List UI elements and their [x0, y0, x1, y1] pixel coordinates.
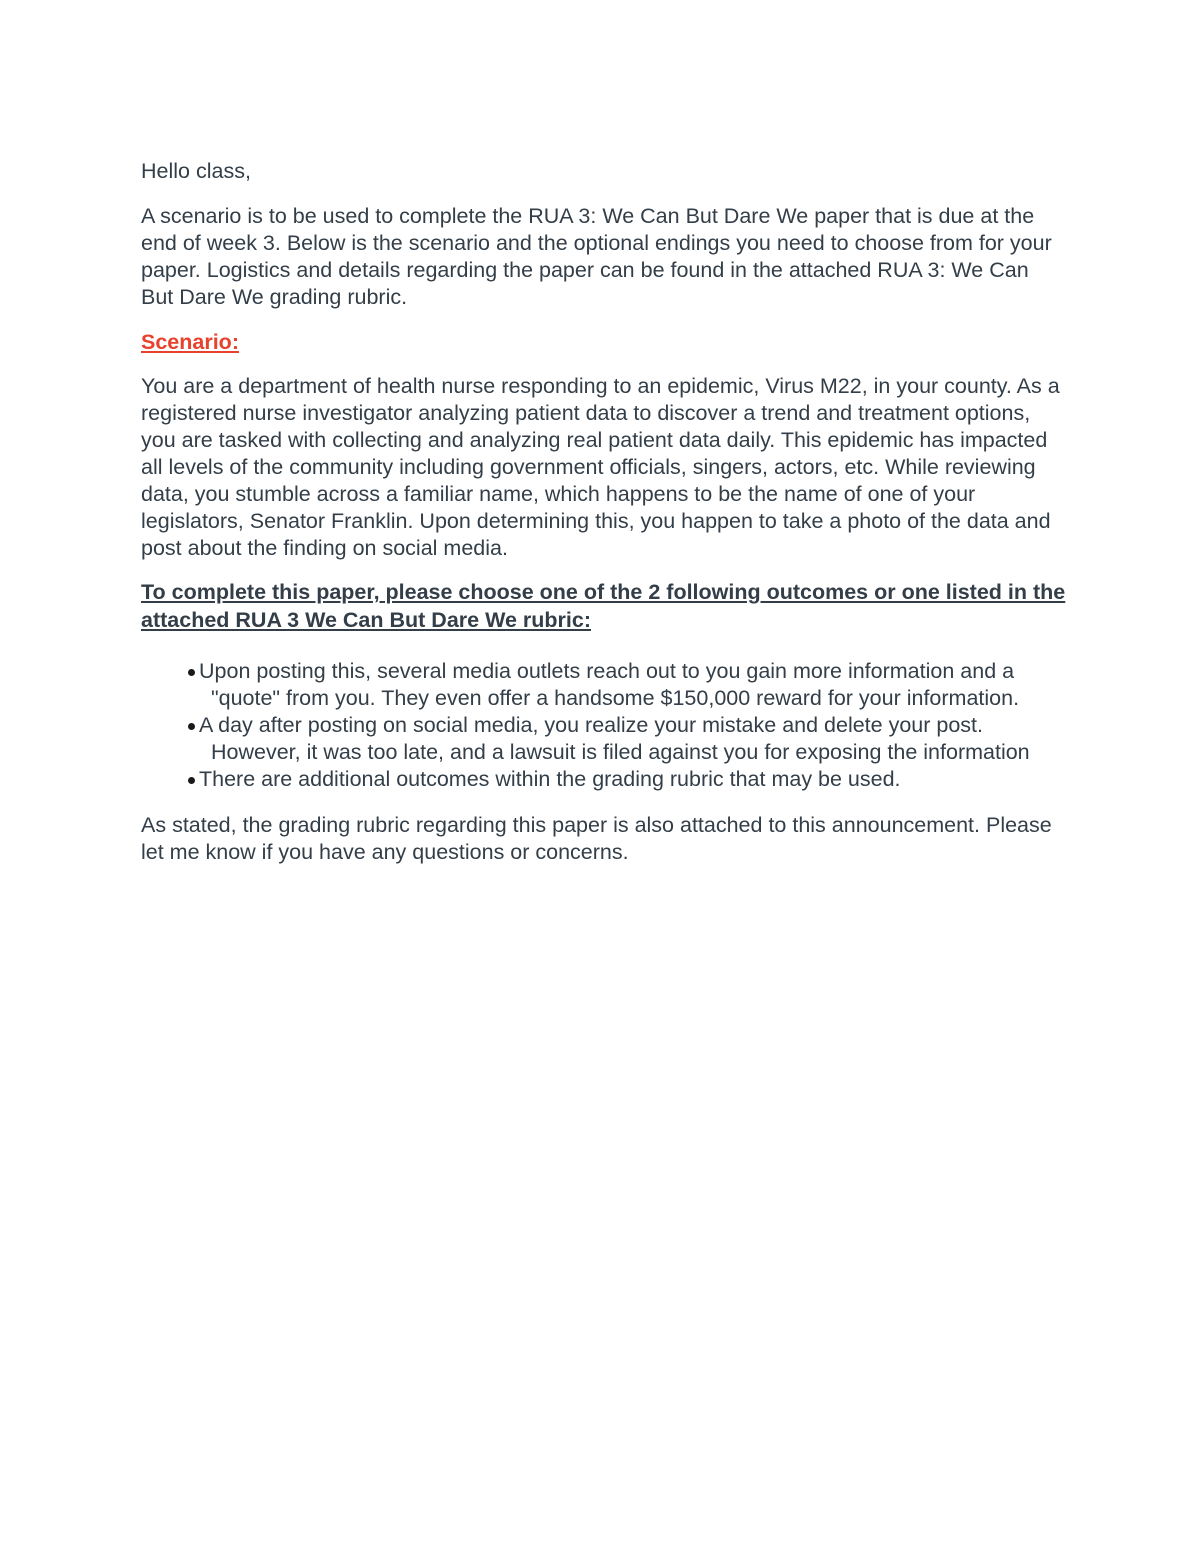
- scenario-paragraph: You are a department of health nurse responding to an epidemic, Virus M22, in your county. As a registered nurse investigator analyzing patient data to discover a trend and treatment options, you are tasked with collecting and analyzing real patient data daily. This epidemic has impacted all levels of the community including government officials, singers, actors, etc. While reviewing data, you stumble across a familiar name, which happens to be the name of one of your legislators, Senator Franklin. Upon determining this, you happen to take a photo of the data and post about the finding on social media.: [141, 374, 1060, 560]
- intro-paragraph: A scenario is to be used to complete the RUA 3: We Can But Dare We paper that is due at the end of week 3. Below is the scenario and the optional endings you need to choose from for your paper. Logistics and details regarding the paper can be found in the attached RUA 3: We Can But Dare We grading rubric.: [141, 204, 1052, 309]
- scenario-heading: Scenario:: [141, 330, 239, 354]
- bullet-icon: [188, 723, 195, 730]
- outcome-item: [141, 712, 1066, 766]
- outcome-text: There are additional outcomes within the grading rubric that may be used.: [199, 767, 901, 791]
- outcome-list: [141, 658, 1066, 793]
- bullet-icon: [188, 669, 195, 676]
- outcome-text: Upon posting this, several media outlets reach out to you gain more information and a "quote" from you. They even offer a handsome $150,000 reward for your information.: [199, 659, 1020, 710]
- announcement-body: [141, 158, 1066, 866]
- outcome-item: [141, 766, 1066, 793]
- closing-paragraph: As stated, the grading rubric regarding this paper is also attached to this announcement. Please let me know if you have any questions or concerns.: [141, 813, 1052, 864]
- instruction-heading: To complete this paper, please choose one of the 2 following outcomes or one listed in the attached RUA 3 We Can But Dare We rubric:: [141, 580, 1066, 632]
- outcome-text: A day after posting on social media, you realize your mistake and delete your post. However, it was too late, and a lawsuit is filed against you for exposing the information: [199, 713, 1030, 764]
- outcome-item: [141, 658, 1066, 712]
- greeting-text: Hello class,: [141, 159, 251, 183]
- bullet-icon: [188, 777, 195, 784]
